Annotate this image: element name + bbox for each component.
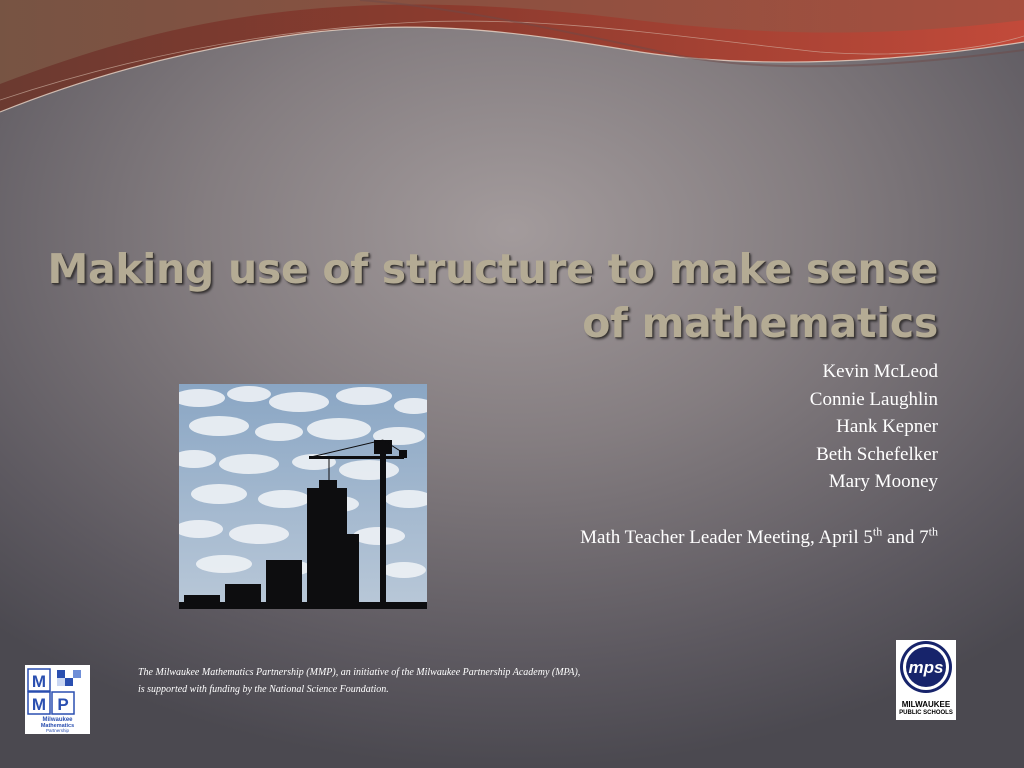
mmp-logo-line: Partnership xyxy=(45,728,70,733)
mmp-logo-line: Mathematics xyxy=(40,723,75,729)
author-name: Kevin McLeod xyxy=(822,361,938,382)
author-name: Beth Schefelker xyxy=(816,443,938,465)
mps-logo-line: MILWAUKEE xyxy=(901,700,951,709)
funding-footer xyxy=(138,664,580,698)
mmp-letter: M xyxy=(31,695,47,714)
mps-mark-text: mps xyxy=(908,658,944,677)
slide-title: Making use of structure to make sense of mathematics xyxy=(47,245,938,347)
mps-logo xyxy=(896,640,956,720)
mmp-logo-mark xyxy=(25,665,90,734)
mps-logo-mark xyxy=(896,640,956,698)
mmp-letter: P xyxy=(57,695,69,714)
header-wave-decoration xyxy=(0,0,1024,120)
footer-line: is supported with funding by the National Science Foundation. xyxy=(138,684,389,695)
meeting-text: Math Teacher Leader Meeting, April 5 xyxy=(580,527,873,548)
mmp-logo-line: Milwaukee xyxy=(42,717,73,723)
footer-line: The Milwaukee Mathematics Partnership (MMP), an initiative of the Milwaukee Partnership Academy (MPA), xyxy=(138,667,581,678)
author-list xyxy=(810,358,938,496)
author-name: Connie Laughlin xyxy=(809,388,938,410)
meeting-superscript: th xyxy=(928,524,938,539)
meeting-info xyxy=(580,524,938,551)
author-name: Hank Kepner xyxy=(836,416,938,437)
construction-crane-photo xyxy=(179,384,427,609)
meeting-superscript: th xyxy=(872,524,883,539)
mmp-letter: M xyxy=(31,672,47,691)
author-name: Mary Mooney xyxy=(828,471,938,492)
meeting-text-middle: and 7 xyxy=(882,527,929,548)
mps-logo-line: PUBLIC SCHOOLS xyxy=(899,710,953,716)
mmp-logo xyxy=(25,665,90,734)
